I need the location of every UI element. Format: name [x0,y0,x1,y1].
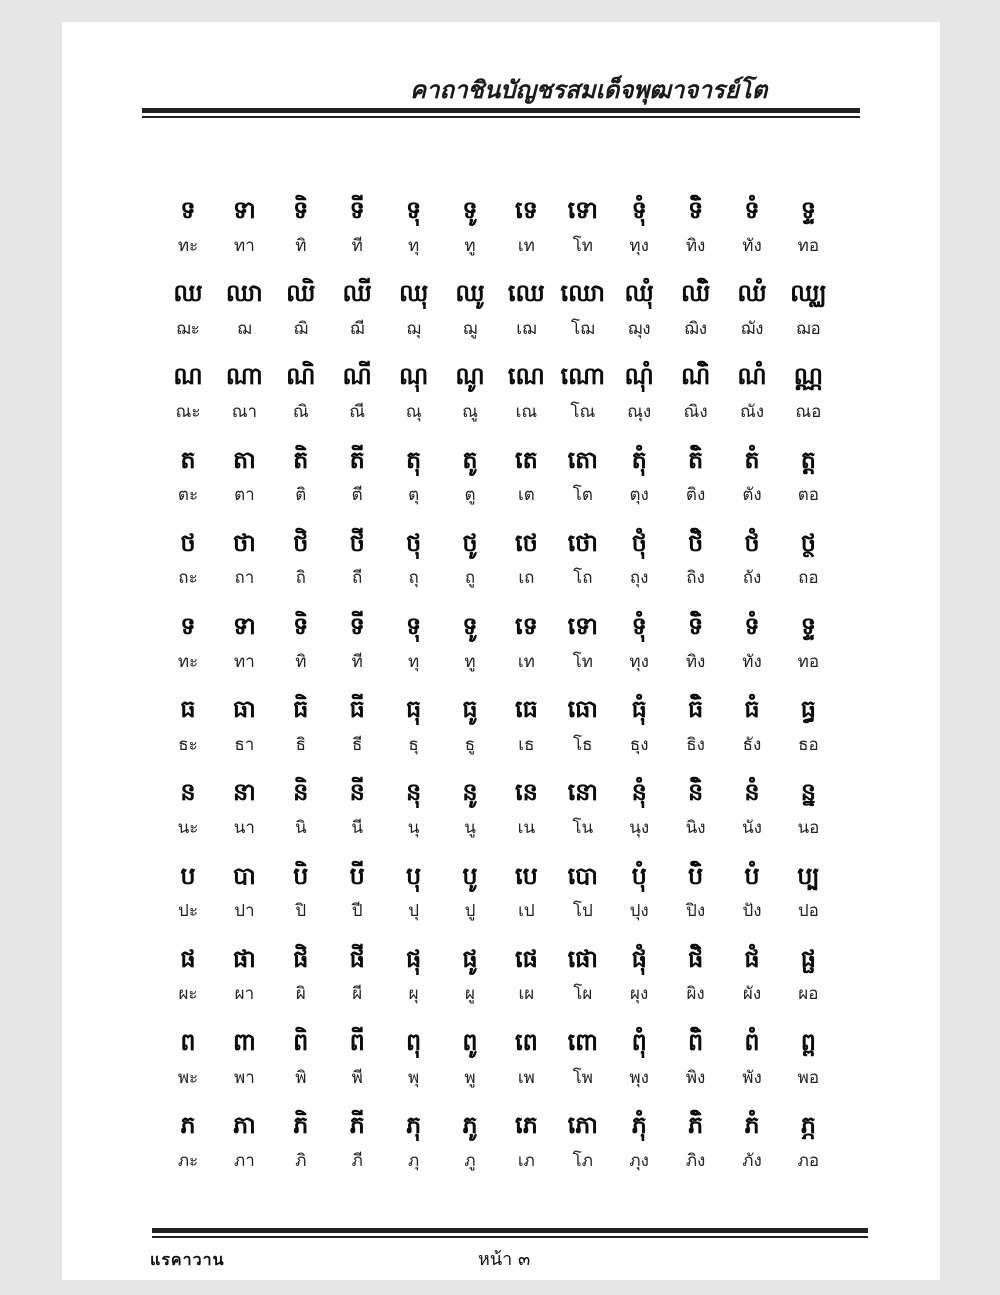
script-syllable: តំ [744,445,760,474]
thai-syllable: ทัง [742,235,762,256]
thai-syllable: โณ [570,402,596,422]
script-syllable: ធិំ [687,695,704,724]
thai-syllable: ทา [234,235,255,256]
script-syllable: ទោ [567,612,599,640]
thai-syllable: ธุง [629,734,649,755]
thai-syllable: ทู [464,235,476,256]
thai-syllable: เธ [518,734,535,755]
script-syllable: តេ [514,445,538,474]
thai-syllable: ภา [234,1150,255,1171]
script-syllable: បី [349,861,365,890]
thai-syllable: ตุ [408,485,420,506]
thai-syllable: พุ [407,1067,420,1088]
thai-syllable: ตุง [629,485,649,506]
thai-syllable: ฌิ [293,318,309,339]
thai-syllable: ทิ [295,651,307,672]
script-syllable: ផី [349,944,365,973]
thai-syllable: ธู [464,734,476,755]
script-syllable: ឈី [342,279,372,308]
script-syllable: ថ្ថ [800,528,816,557]
script-syllable: ទំ [744,196,760,224]
thai-syllable: ธิง [686,734,705,755]
thai-syllable: ผอ [798,984,819,1005]
script-syllable: ធុំ [631,695,647,724]
script-syllable: ណេ [507,362,545,391]
thai-syllable: ธิ [295,734,306,755]
script-syllable: នុំ [631,778,647,807]
script-syllable: ពា [232,1028,256,1056]
thai-syllable: ภุ [407,1150,420,1171]
script-syllable: ថូ [462,528,478,557]
thai-syllable: ทะ [177,651,199,672]
thai-syllable: ธอ [798,734,819,755]
thai-syllable: ฌิง [684,318,707,339]
script-syllable: ណ្ណ [793,362,824,391]
script-syllable: ថុ [405,528,422,557]
script-syllable: ភោ [567,1111,599,1140]
script-syllable: ថី [349,528,365,557]
script-syllable: ភ្ភ [800,1111,816,1140]
thai-syllable: ถี [352,568,363,589]
thai-syllable: ตอ [797,485,820,506]
script-syllable: ទិំ [687,196,704,224]
thai-syllable: ผี [352,984,363,1005]
thai-syllable: นัง [742,818,762,838]
footer-logo: แรคาวาน [150,1250,225,1269]
thai-syllable: ฌอ [796,318,821,339]
thai-syllable: ทุง [629,651,649,672]
footer-rule-thin [152,1236,868,1238]
thai-syllable: ปี [351,901,363,922]
script-syllable: ផា [232,944,256,973]
thai-syllable: โป [572,901,593,922]
thai-syllable: เณ [515,402,538,422]
thai-syllable: ถะ [178,568,198,589]
footer-rule [152,1228,868,1233]
thai-syllable: นิง [685,818,706,838]
script-syllable: ទូ [462,196,478,224]
script-syllable: ឈ [173,279,203,308]
script-syllable: ទេ [514,196,538,224]
script-syllable: ឈ្ឈ [790,279,827,308]
script-syllable: ភិ [293,1111,309,1140]
thai-syllable: ณี [349,402,366,422]
script-syllable: តុំ [631,445,647,474]
thai-syllable: ที [351,651,363,672]
thai-syllable: ณิ [292,402,309,422]
script-syllable: ថ [180,528,196,557]
script-syllable: ព្ព [800,1028,816,1056]
script-syllable: បេ [514,861,538,890]
thai-syllable: เผ [518,984,535,1005]
thai-syllable: เฌ [516,318,537,339]
script-syllable: នេ [514,778,538,807]
header-rule [142,108,860,113]
thai-syllable: ผุง [630,984,649,1005]
script-syllable: ភំ [744,1111,760,1140]
thai-syllable: พี [351,1067,363,1088]
thai-syllable: ณิง [683,402,708,422]
script-syllable: ភុំ [631,1111,647,1140]
script-syllable: នំ [744,778,760,807]
thai-syllable: นู [464,818,476,838]
script-syllable: ឈា [225,279,263,308]
script-syllable: ភេ [514,1111,538,1140]
thai-syllable: ตะ [177,485,199,506]
script-syllable: ណិំ [680,362,711,391]
thai-syllable: ปิง [686,901,706,922]
script-syllable: បំ [744,861,760,890]
script-syllable: នោ [567,778,599,807]
thai-syllable: ปา [234,901,255,922]
thai-syllable: ฌู [462,318,478,339]
thai-syllable: โท [572,651,593,672]
thai-syllable: ภอ [797,1150,820,1171]
thai-syllable: ธา [234,734,255,755]
script-syllable: បុ [405,861,422,890]
header-rule-thin [142,116,860,118]
script-syllable: បា [232,861,256,890]
script-syllable: ពុ [405,1028,422,1056]
script-syllable: ថំ [744,528,760,557]
script-syllable: ពេ [514,1028,538,1056]
thai-syllable: ทิง [685,235,706,256]
thai-syllable: ผิง [686,984,705,1005]
thai-syllable: นา [233,818,255,838]
script-syllable: តា [232,445,256,474]
script-syllable: បូ [462,861,478,890]
script-syllable: ឈេ [507,279,545,308]
script-syllable: ឈុំ [624,279,654,308]
script-syllable: ភី [349,1111,365,1140]
thai-syllable: ทอ [797,235,820,256]
script-syllable: ទ្ទ [800,612,816,640]
thai-syllable: ณะ [175,402,201,422]
thai-syllable: ณุง [627,402,652,422]
script-syllable: ពុំ [631,1028,647,1056]
thai-syllable: ณัง [739,402,765,422]
thai-syllable: เถ [518,568,535,589]
thai-syllable: ปุ [408,901,419,922]
script-syllable: ឈិ [286,279,316,308]
script-syllable: ណ [173,362,203,391]
script-syllable: ឈុ [398,279,429,308]
thai-syllable: ฌ [237,318,252,339]
page-number: หน้า ๓ [478,1249,531,1270]
script-syllable: ថោ [567,528,599,557]
thai-syllable: ตี [351,485,363,506]
script-syllable: ភិំ [687,1111,704,1140]
script-syllable: ភូ [462,1111,478,1140]
script-syllable: និំ [687,778,704,807]
thai-syllable: ที [351,235,363,256]
script-syllable: បិំ [687,861,704,890]
script-syllable: និ [293,778,309,807]
page-header-title: คาถาชินบัญชรสมเด็จพุฒาจารย์โต [410,75,768,104]
script-syllable: ថិ [293,528,309,557]
script-syllable: ទី [349,612,365,640]
thai-syllable: ฌี [349,318,365,339]
thai-syllable: เป [518,901,535,922]
thai-syllable: นุง [629,818,650,838]
script-syllable: តោ [567,445,599,474]
thai-syllable: ผิ [295,984,306,1005]
thai-syllable: พา [234,1067,255,1088]
script-syllable: ធា [232,695,256,724]
thai-syllable: นี [351,818,363,838]
thai-syllable: ธัง [742,734,762,755]
thai-syllable: ทา [234,651,255,672]
script-syllable: ទា [232,196,256,224]
script-syllable: ធំ [744,695,760,724]
thai-syllable: นิ [294,818,307,838]
script-syllable: ប្ប [797,861,820,890]
thai-syllable: พุง [629,1067,649,1088]
script-syllable: ព [180,1028,196,1056]
script-syllable: នា [232,778,256,807]
script-syllable: ទុ [405,612,422,640]
script-syllable: ឈំ [737,279,767,308]
script-syllable: ឈូ [455,279,485,308]
thai-syllable: ภัง [742,1150,762,1171]
thai-syllable: ผา [234,984,255,1005]
script-syllable: ណោ [560,362,606,391]
thai-syllable: เต [517,485,535,506]
script-syllable: ណុ [398,362,429,391]
script-syllable: ផំ [744,944,760,973]
thai-syllable: ปอ [797,901,819,922]
script-syllable: ផិ [293,944,309,973]
script-syllable: ផោ [567,944,599,973]
script-syllable: ទី [349,196,365,224]
script-syllable: ធិ [293,695,309,724]
script-syllable: បោ [567,861,599,890]
script-syllable: ធុ [405,695,422,724]
script-syllable: ទូ [462,612,478,640]
thai-syllable: ฌุง [627,318,651,339]
script-syllable: ធី [349,695,365,724]
thai-syllable: ปะ [178,901,198,922]
thai-syllable: ทอ [797,651,820,672]
script-syllable: ពូ [462,1028,478,1056]
thai-syllable: ผัง [742,984,762,1005]
thai-syllable: ทิ [295,235,307,256]
script-syllable: ភុ [405,1111,422,1140]
thai-syllable: ถุง [629,568,649,589]
script-syllable: ធូ [462,695,478,724]
thai-syllable: ถอ [798,568,819,589]
script-syllable: ណុំ [624,362,654,391]
script-syllable: ពំ [744,1028,760,1056]
thai-syllable: นะ [177,818,199,838]
thai-syllable: นุ [407,818,420,838]
script-syllable: នី [349,778,365,807]
script-syllable: ទិ [293,196,309,224]
script-syllable: ឈិំ [680,279,711,308]
script-syllable: ទុ [405,196,422,224]
script-syllable: ធ្ធ [800,695,816,724]
script-syllable: ភ [180,1111,196,1140]
thai-syllable: ถุ [408,568,419,589]
script-syllable: ធេ [514,695,538,724]
script-syllable: ត [180,445,196,474]
thai-syllable: ทะ [177,235,199,256]
script-syllable: ណី [342,362,372,391]
script-syllable: ណំ [737,362,767,391]
script-syllable: ថិំ [687,528,704,557]
script-syllable: បុំ [631,861,647,890]
thai-syllable: ผุ [408,984,419,1005]
thai-syllable: โน [572,818,594,838]
thai-syllable: ทุ [407,651,420,672]
script-syllable: ផុ [405,944,422,973]
script-syllable: ពី [349,1028,365,1056]
thai-syllable: ทุ [407,235,420,256]
thai-syllable: โภ [572,1150,593,1171]
script-syllable: ទ [180,196,196,224]
thai-syllable: พู [464,1067,476,1088]
script-syllable: ពោ [567,1028,599,1056]
script-syllable: ទិ [293,612,309,640]
thai-syllable: เท [517,235,535,256]
thai-syllable: พอ [797,1067,820,1088]
script-syllable: ថា [232,528,256,557]
thai-syllable: ธะ [178,734,198,755]
script-syllable: ទ្ទ [800,196,816,224]
script-syllable: ពិ [293,1028,309,1056]
thai-syllable: ถิ [295,568,306,589]
thai-syllable: ตู [464,485,476,506]
thai-syllable: ทิง [685,651,706,672]
script-syllable: ផេ [514,944,538,973]
thai-syllable: เภ [517,1150,535,1171]
thai-syllable: พิ [295,1067,307,1088]
script-syllable: ធ [180,695,196,724]
script-syllable: ទោ [567,196,599,224]
thai-syllable: ภุง [629,1150,649,1171]
script-syllable: ថេ [514,528,538,557]
script-syllable: តិ [293,445,309,474]
script-syllable: នូ [462,778,478,807]
script-syllable: ណិ [286,362,316,391]
script-syllable: ភា [232,1111,256,1140]
script-syllable: តុ [405,445,422,474]
thai-syllable: พะ [177,1067,199,1088]
script-syllable: ទា [232,612,256,640]
script-syllable: ផិំ [687,944,704,973]
thai-syllable: โฌ [570,318,595,339]
thai-syllable: ผะ [178,984,198,1005]
script-syllable: ធោ [567,695,599,724]
thai-syllable: เท [517,651,535,672]
script-syllable: ទ [180,612,196,640]
script-syllable: តី [349,445,365,474]
thai-syllable: ทุง [629,235,649,256]
thai-syllable: ณุ [405,402,422,422]
thai-syllable: ฌะ [176,318,200,339]
script-syllable: ណូ [455,362,485,391]
script-syllable: ប [180,861,196,890]
thai-syllable: ถัง [742,568,762,589]
thai-syllable: ติง [685,485,706,506]
thai-syllable: ปัง [742,901,762,922]
thai-syllable: ภิ [295,1150,307,1171]
thai-syllable: พิง [685,1067,706,1088]
script-syllable: បិ [293,861,309,890]
thai-syllable: ทัง [742,651,762,672]
script-syllable: តិំ [687,445,704,474]
thai-syllable: เพ [517,1067,535,1088]
script-syllable: ពិំ [687,1028,704,1056]
thai-syllable: ทู [464,651,476,672]
script-syllable: តូ [462,445,478,474]
script-syllable: ផូ [462,944,478,973]
thai-syllable: ธี [351,734,363,755]
script-syllable: ន [180,778,196,807]
thai-syllable: โท [572,235,593,256]
thai-syllable: โพ [572,1067,593,1088]
thai-syllable: ภิง [685,1150,706,1171]
thai-syllable: โต [572,485,593,506]
thai-syllable: ตา [234,485,255,506]
script-syllable: ឈោ [560,279,606,308]
thai-syllable: ณู [462,402,478,422]
script-syllable: ផ្ផ [800,944,816,973]
thai-syllable: ปู [464,901,476,922]
thai-syllable: เน [517,818,536,838]
script-syllable: ថុំ [631,528,647,557]
thai-syllable: ภี [351,1150,363,1171]
script-syllable: នុ [405,778,422,807]
thai-syllable: ภู [464,1150,476,1171]
script-syllable: ត្ត [800,445,816,474]
thai-syllable: ถู [464,568,476,589]
thai-syllable: ตัง [742,485,762,506]
script-syllable: ទិំ [687,612,704,640]
thai-syllable: ติ [295,485,307,506]
thai-syllable: ถิง [686,568,705,589]
thai-syllable: โธ [573,734,593,755]
thai-syllable: พัง [742,1067,762,1088]
thai-syllable: ภะ [177,1150,199,1171]
thai-syllable: ปุง [629,901,649,922]
thai-syllable: โถ [573,568,593,589]
thai-syllable: นอ [797,818,820,838]
thai-syllable: ถา [234,568,255,589]
script-syllable: ផ [180,944,196,973]
thai-syllable: ผู [465,984,475,1005]
thai-syllable: โผ [573,984,593,1005]
thai-syllable: ฌุ [406,318,421,339]
script-syllable: ផុំ [631,944,647,973]
thai-syllable: ณอ [795,402,822,422]
script-syllable: ទេ [514,612,538,640]
script-syllable: ទុំ [631,612,647,640]
thai-syllable: ฌัง [740,318,764,339]
script-syllable: ទុំ [631,196,647,224]
thai-syllable: ธุ [408,734,419,755]
thai-syllable: ปิ [295,901,307,922]
script-syllable: ទំ [744,612,760,640]
thai-syllable: ณา [231,402,258,422]
script-syllable: ណា [225,362,263,391]
script-syllable: ន្ន [800,778,816,807]
